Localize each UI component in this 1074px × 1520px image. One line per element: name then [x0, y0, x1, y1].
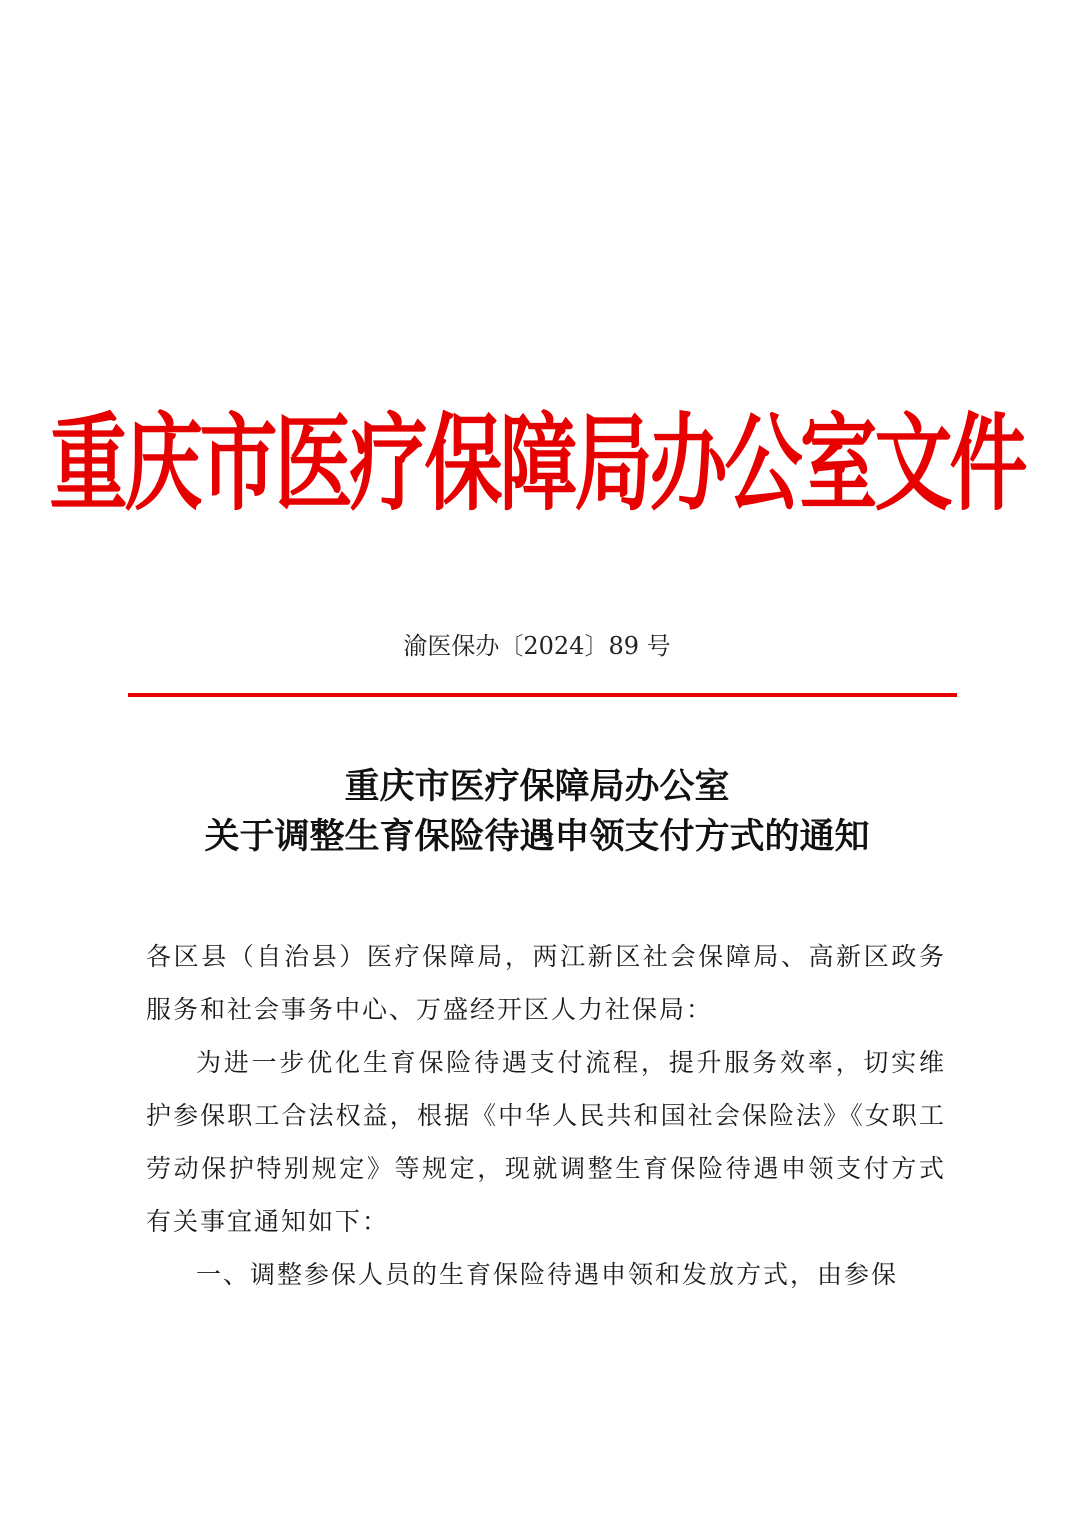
notice-title [0, 762, 1074, 862]
addressees-paragraph: 各区县（自治县）医疗保障局，两江新区社会保障局、高新区政务服务和社会事务中心、万盛经开区人力社保局： [146, 942, 946, 1024]
red-divider-line [128, 693, 957, 697]
intro-paragraph: 为进一步优化生育保险待遇支付流程，提升服务效率，切实维护参保职工合法权益，根据《中华人民共和国社会保险法》《女职工劳动保护特别规定》等规定，现就调整生育保险待遇申领支付方式有关事宜通知如下： [146, 1048, 946, 1236]
document-masthead: 重庆市医疗保障局办公室文件 [49, 404, 1025, 526]
notice-title-line-2: 关于调整生育保险待遇申领支付方式的通知 [204, 816, 870, 857]
notice-title-line-1: 重庆市医疗保障局办公室 [344, 766, 730, 807]
item-one-paragraph: 一、调整参保人员的生育保险待遇申领和发放方式，由参保 [196, 1260, 899, 1289]
document-number: 渝医保办〔2024〕89 号 [403, 632, 671, 660]
notice-body [146, 930, 946, 1301]
